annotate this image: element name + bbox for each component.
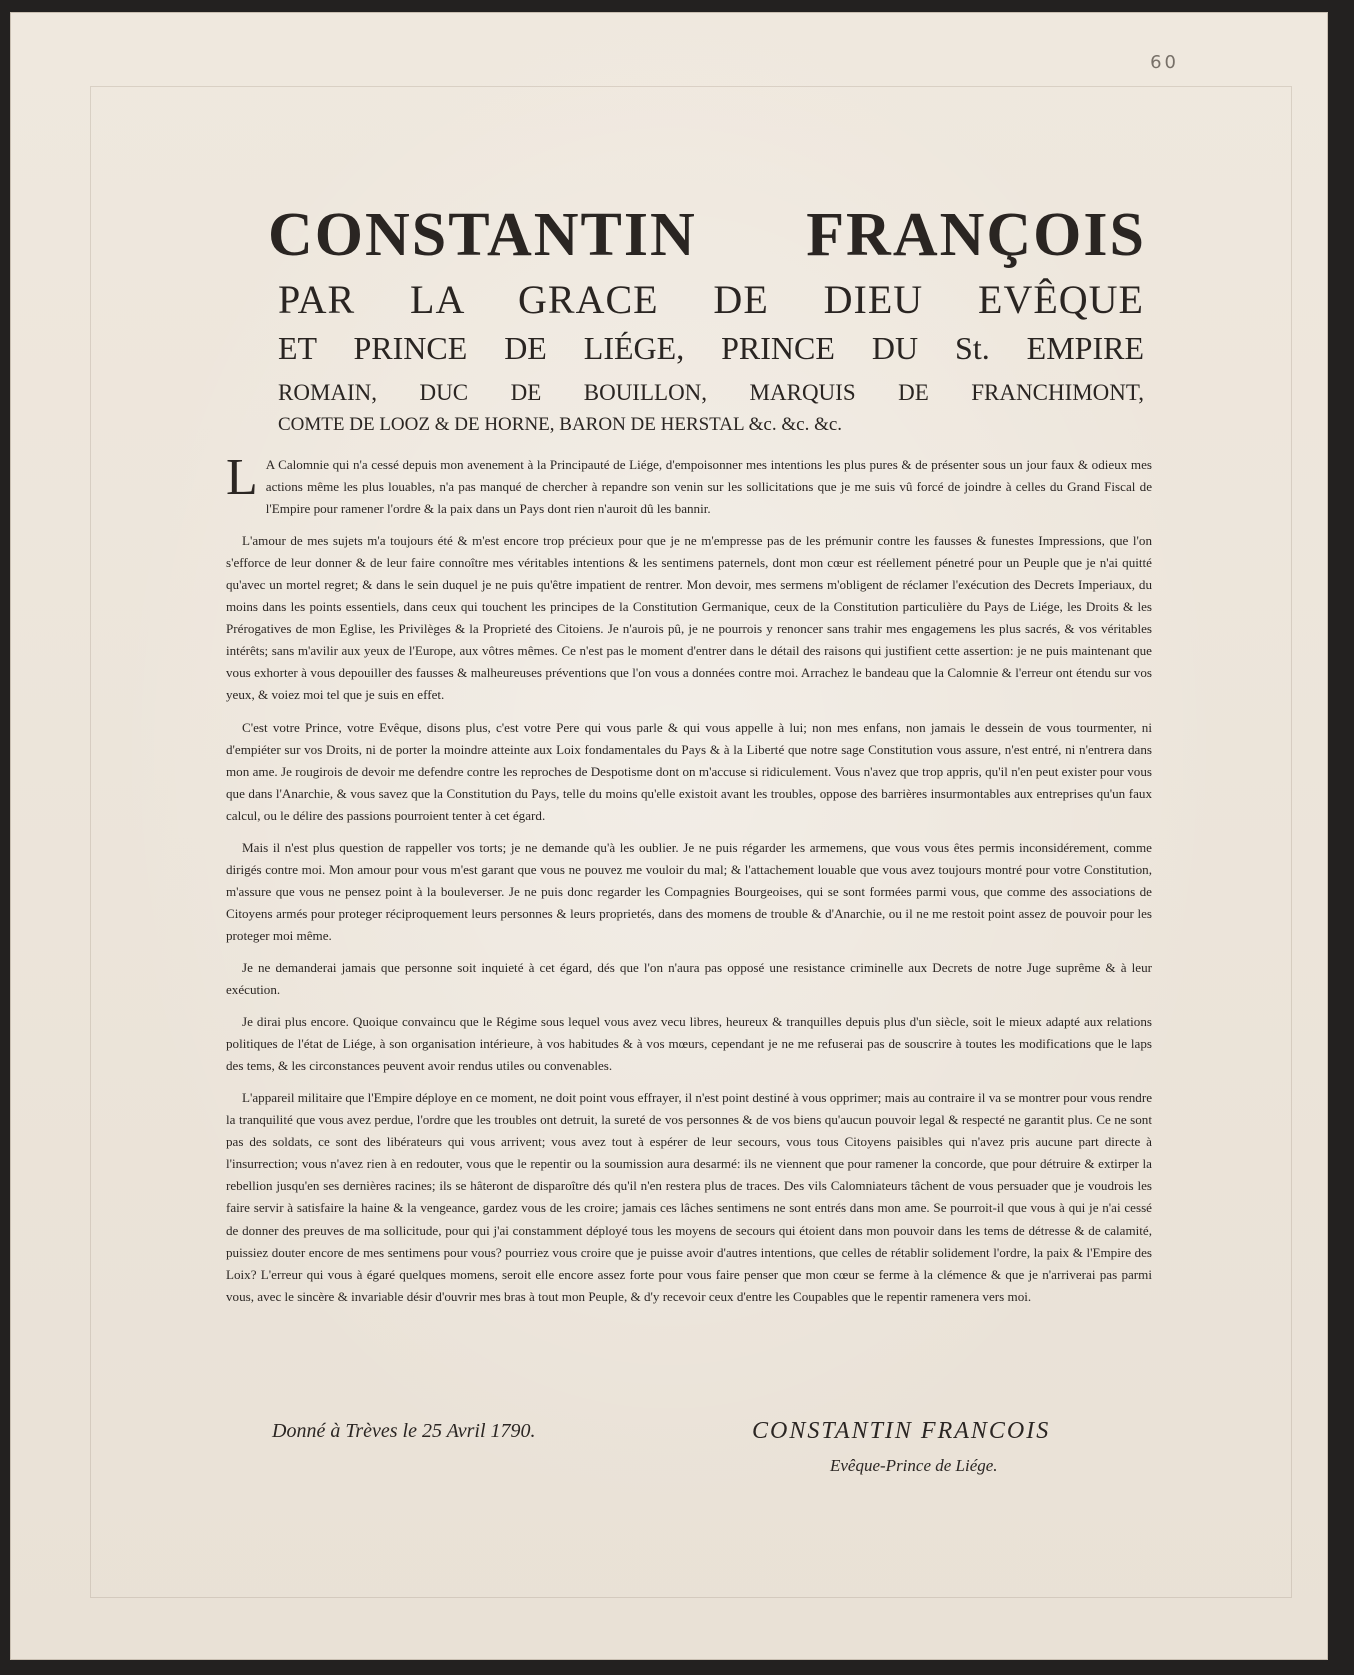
paragraph-1-text: A Calomnie qui n'a cessé depuis mon avenement à la Principauté de Liége, d'empoisonner mes intentions les plus pures & de présenter sous un jour faux & odieux mes actions même les plus louables, n'a pas manqué de chercher à repandre son venin sur les sollicitations que je me suis vû forcé de joindre à celles du Grand Fiscal de l'Empire pour ramener l'ordre & la paix dans un Pays dont rien n'auroit dû les bannir.	[265, 457, 1152, 517]
paragraph-3: C'est votre Prince, votre Evêque, disons plus, c'est votre Pere qui vous parle & qui vous appelle à lui; non mes enfans, non jamais le dessein de vous tourmenter, ni d'empiéter sur vos Droits, ni de porter la moindre atteinte aux Loix fondamentales du Pays & à la Liberté que notre sage Constitution vous assure, n'est entré, ni n'entrera dans mon ame. Je rougirois de devoir me defendre contre les reproches de Despotisme dont on m'accuse si ridiculement. Vous n'avez que trop appris, qu'il n'en peut exister pour vous que dans l'Anarchie, & vous savez que la Constitution du Pays, telle du moins qu'elle existoit avant les troubles, oppose des barrières insurmontables aux entreprises qu'un faux calcul, ou le délire des passions pourroient tenter à cet égard.	[226, 719, 1152, 823]
signature-title: Evêque-Prince de Liége.	[830, 1456, 998, 1475]
paragraph-1	[226, 449, 1152, 520]
title-line-4: ROMAIN, DUC DE BOUILLON, MARQUIS DE FRANCHIMONT,	[278, 380, 1144, 405]
paragraph-5: Je ne demanderai jamais que personne soit inquieté à cet égard, dés que l'on n'aura pas opposé une resistance criminelle aux Decrets de notre Juge suprême & à leur exécution.	[226, 959, 1152, 998]
paragraph-2: L'amour de mes sujets m'a toujours été & m'est encore trop précieux pour que je ne m'empresse pas de les prémunir contre les fausses & funestes Impressions, que l'on s'efforce de leur donner & de leur faire connoître mes véritables intentions & les sentimens paternels, dont mon cœur est réellement pénetré pour un Peuple que je n'ai quitté qu'avec un mortel regret; & dans le sein duquel je ne puis qu'être impatient de rentrer. Mon devoir, mes sermens m'obligent de réclamer l'exécution des Decrets Imperiaux, du moins dans les points essentiels, dans ceux qui touchent les principes de la Constitution Germanique, ceux de la Constitution particulière du Pays de Liége, les Droits & les Prérogatives de mon Eglise, les Privilèges & la Proprieté des Citoiens. Je n'aurois pû, je ne pourrois y renoncer sans trahir mes engagemens les plus sacrés, & vos véritables intérêts; sans m'avilir aux yeux de l'Europe, aux vôtres mêmes. Ce n'est pas le moment d'entrer dans le détail des raisons qui justifient cette assertion: je ne puis maintenant que vous exhorter à vous depouiller des fausses & malheureuses préventions que l'on vous a données contre moi. Arrachez le bandeau que la Calomnie & l'erreur ont étendu sur vos yeux, & voiez moi tel que je suis en effet.	[226, 533, 1152, 703]
paragraph-6: Je dirai plus encore. Quoique convaincu que le Régime sous lequel vous avez vecu libres, heureux & tranquilles depuis plus d'un siècle, soit le mieux adapté aux relations politiques de l'état de Liége, à son organisation intérieure, à vos habitudes & à vos mœurs, cependant je ne me refuserai pas de souscrire à toutes les modifications que le laps des tems, & les circonstances peuvent avoir rendus utiles ou convenables.	[226, 1014, 1152, 1074]
title-line-5: COMTE DE LOOZ & DE HORNE, BARON DE HERSTAL &c. &c. &c.	[278, 414, 843, 435]
title-line-2: PAR LA GRACE DE DIEU EVÊQUE	[278, 277, 1144, 322]
title-line-1: CONSTANTIN FRANÇOIS	[268, 201, 1146, 269]
signature-name: CONSTANTIN FRANCOIS	[752, 1418, 1051, 1444]
paragraph-4: Mais il n'est plus question de rappeller vos torts; je ne demande qu'à les oublier. Je ne puis régarder les armemens, que vous vous êtes permis inconsidérement, comme dirigés contre moi. Mon amour pour vous m'est garant que vous ne pouvez me vouloir du mal; & l'attachement louable que vous avez toujours montré pour votre Constitution, m'assure que vous ne pensez point à la bouleverser. Je ne puis donc regarder les Compagnies Bourgeoises, qui se sont formées parmi vous, que comme des associations de Citoyens armés pour proteger réciproquement leurs personnes & leurs proprietés, dans des momens de trouble & d'Anarchie, ou il ne me restoit point assez de pouvoir pour les proteger moi même.	[226, 839, 1152, 943]
paragraph-7: L'appareil militaire que l'Empire déploye en ce moment, ne doit point vous effrayer, il n'est point destiné à vous opprimer; mais au contraire il va se montrer pour vous rendre la tranquilité que vous avez perdue, l'ordre que les troubles ont detruit, la sureté de vos personnes & de vos biens qu'aucun pouvoir legal & respecté ne garantit plus. Ce ne sont pas des soldats, ce sont des libérateurs qui vous arrivent; vous avez tout à espérer de leur secours, vous tous Citoyens paisibles qui n'avez pris aucune part directe à l'insurrection; vous n'avez rien à en redouter, vous que le repentir ou la soumission aura desarmé: ils ne viennent que pour ramener la concorde, que pour détruire & extirper la rebellion jusqu'en ses dernières racines; ils se hâteront de disparoître dés qu'il n'en restera plus de traces. Des vils Calomniateurs tâchent de vous persuader que je voudrois les faire servir à satisfaire la haine & la vengeance, gardez vous de les croire; jamais ces lâches sentimens ne sont entrés dans mon ame. Se pourroit-il que vous à qui je n'ai cessé de donner des preuves de ma sollicitude, pour qui j'ai constamment déployé tous les moyens de secours qui étoient dans mon pouvoir dans les tems de détresse & de calamité, puissiez douter encore de mes sentimens pour vous? pourriez vous croire que je puisse avoir d'autres intentions, que celles de rétablir solidement l'ordre, la paix & l'Empire des Loix? L'erreur qui vous à égaré quelques momens, seroit elle encore assez forte pour vous faire penser que mon cœur se ferme à la clémence & que je n'arriverai pas parmi vous, avec le sincère & invariable désir d'ouvrir mes bras à tout mon Peuple, & d'y recevoir ceux d'entre les Coupables que le repentir ramenera vers moi.	[226, 1090, 1152, 1304]
drop-cap: L	[226, 449, 258, 506]
catalog-number: 60	[1150, 52, 1179, 73]
title-line-3: ET PRINCE DE LIÉGE, PRINCE DU St. EMPIRE	[278, 330, 1144, 366]
proclamation-body	[226, 449, 1152, 1318]
given-at-date: Donné à Trèves le 25 Avril 1790.	[272, 1420, 536, 1442]
